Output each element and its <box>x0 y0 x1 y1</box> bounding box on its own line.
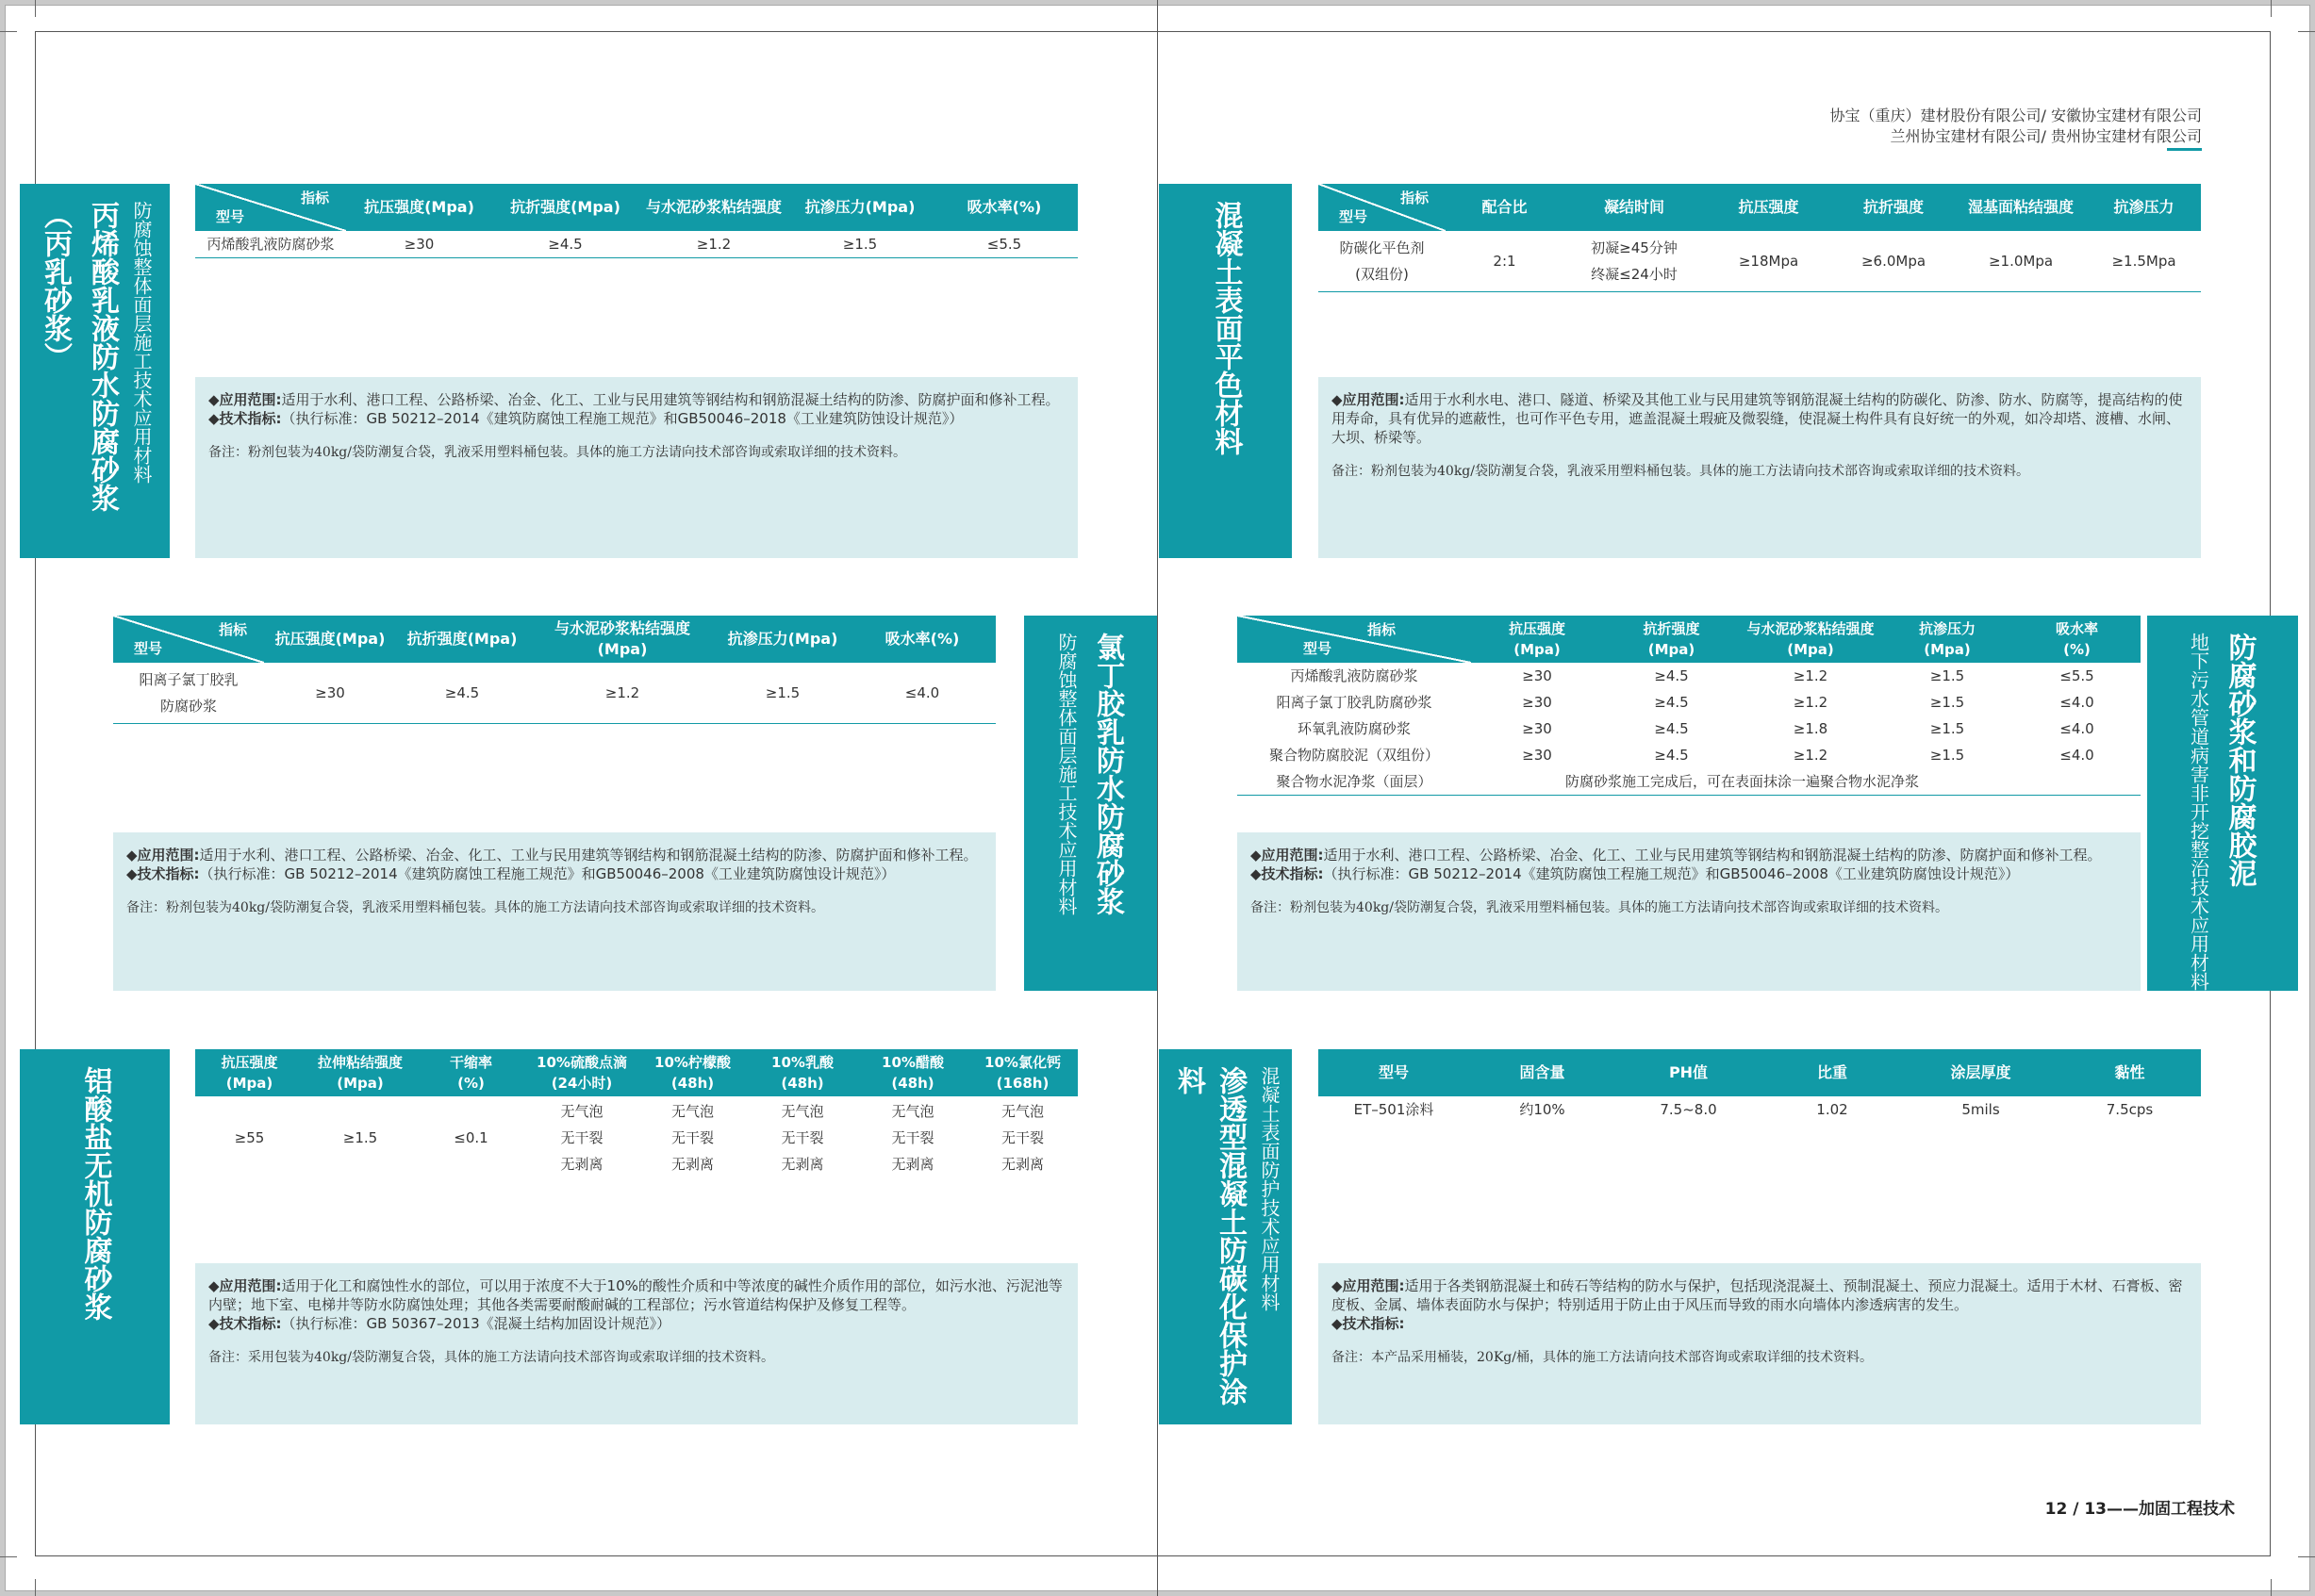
section-3-info-box <box>113 832 996 991</box>
row-name: 丙烯酸乳液防腐砂浆 <box>195 231 346 258</box>
crop-mark <box>2271 0 2272 17</box>
col-header-line-2: (168h) <box>996 1075 1050 1092</box>
result-line: 无剥离 <box>1000 1156 1044 1173</box>
section-5-spec-table <box>195 1049 1078 1179</box>
col-header: 涂层厚度 <box>1903 1049 2059 1096</box>
col-header: 抗渗压力(Mpa) <box>717 616 849 663</box>
section-6-subtitle: 混凝土表面防护技术应用材料 <box>1258 1066 1281 1311</box>
table-header-row <box>195 184 1078 231</box>
table-header-row <box>1237 616 2141 663</box>
scope-text: 适用于水利水电、港口、隧道、桥梁及其他工业与民用建筑等钢筋混凝土结构的防碳化、防渗、防水、防腐等，提高结构的使用寿命，具有优异的遮蔽性，也可作平色专用，遮盖混凝土瑕疵及微裂缝，使混凝土构件具有良好统一的外观，如冷却塔、渡槽、水闸、大坝、桥梁等。 <box>1331 391 2183 446</box>
crop-mark <box>35 1579 36 1596</box>
row-name-line-2: 防腐砂浆 <box>159 698 217 715</box>
cell: ≤4.0 <box>2059 747 2094 764</box>
section-4-info-box <box>1237 832 2141 991</box>
col-header-line-2: (48h) <box>781 1075 824 1092</box>
crop-mark <box>2271 1579 2272 1596</box>
cell-empty <box>2013 768 2141 796</box>
col-header-line-1: 与水泥砂浆粘结强度 <box>1746 620 1875 637</box>
col-header: 与水泥砂浆粘结强度(Mpa) <box>528 616 717 663</box>
section-1-title-paren: （丙乳砂浆） <box>39 201 72 370</box>
table-row <box>1237 742 2141 768</box>
section-6-info-box <box>1318 1263 2201 1424</box>
col-header-line-2: (Mpa) <box>1787 641 1834 658</box>
cell <box>525 1096 638 1179</box>
scope-text: 适用于水利、港口工程、公路桥梁、冶金、化工、工业与民用建筑等钢结构和钢筋混凝土结构的防渗、防腐护面和修补工程。 <box>199 847 978 864</box>
col-header <box>525 1049 638 1096</box>
row-name: 聚合物水泥净浆（面层） <box>1237 768 1471 796</box>
section-5-title: 铝酸盐无机防腐砂浆 <box>78 1066 112 1321</box>
section-5-info-box <box>195 1263 1078 1424</box>
crop-mark <box>0 31 17 32</box>
cell: ≥4.5 <box>1654 667 1689 684</box>
col-header: 黏性 <box>2059 1049 2201 1096</box>
diag-label-index: 指标 <box>218 621 247 638</box>
col-header-line-2: (48h) <box>670 1075 715 1092</box>
section-3-subtitle: 防腐蚀整体面层施工技术应用材料 <box>1055 633 1078 915</box>
diag-label-index: 指标 <box>1399 189 1429 206</box>
note-text: 备注：粉剂包装为40kg/袋防潮复合袋，乳液采用塑料桶包装。具体的施工方法请向技术部咨询或索取详细的技术资料。 <box>126 900 824 915</box>
merged-cell: 防腐砂浆施工完成后，可在表面抹涂一遍聚合物水泥净浆 <box>1471 768 2013 796</box>
cell: ≥30 <box>1522 694 1552 711</box>
cell: ≤5.5 <box>931 231 1078 258</box>
col-header: 湿基面粘结强度 <box>1955 184 2087 231</box>
company-header <box>1830 106 2202 147</box>
table-row <box>113 663 996 724</box>
row-name: 聚合物防腐胶泥（双组份） <box>1268 747 1439 764</box>
col-header <box>967 1049 1078 1096</box>
section-6-spec-table <box>1318 1049 2201 1123</box>
col-header-line-2: (%) <box>2063 641 2091 658</box>
col-header: 抗折强度(Mpa) <box>396 616 528 663</box>
table-row <box>1237 768 2141 796</box>
cell: ≥4.5 <box>396 663 528 724</box>
table-row <box>195 231 1078 258</box>
result-line: 无剥离 <box>670 1156 714 1173</box>
section-3-title: 氯丁胶乳防水防腐砂浆 <box>1091 633 1124 915</box>
col-header <box>1603 616 1740 663</box>
page-number: 12 / 13——加固工程技术 <box>2044 1500 2235 1519</box>
cell: ≥1.5 <box>1929 667 1965 684</box>
col-header <box>2013 616 2141 663</box>
section-5-title-bar <box>20 1049 170 1424</box>
col-header-line-1: 10%柠檬酸 <box>654 1054 731 1071</box>
col-header-line-1: 抗渗压力 <box>1918 620 1976 637</box>
col-header: PH值 <box>1615 1049 1761 1096</box>
diag-label-model: 型号 <box>216 208 245 225</box>
note-text: 备注：本产品采用桶装，20Kg/桶，具体的施工方法请向技术部咨询或索取详细的技术资料。 <box>1331 1350 1873 1365</box>
cell: ≥30 <box>1522 667 1552 684</box>
col-header: 抗折强度(Mpa) <box>492 184 638 231</box>
result-line: 无气泡 <box>560 1103 604 1120</box>
col-header <box>747 1049 858 1096</box>
tech-label: ◆技术指标: <box>208 1315 282 1332</box>
section-4-title: 防腐砂浆和防腐胶泥 <box>2223 633 2257 887</box>
scope-text: 适用于水利、港口工程、公路桥梁、冶金、化工、工业与民用建筑等钢结构和钢筋混凝土结构的防渗、防腐护面和修补工程。 <box>1323 847 2102 864</box>
row-name-line-2: (双组份) <box>1355 266 1409 283</box>
scope-text: 适用于化工和腐蚀性水的部位，可以用于浓度不大于10%的酸性介质和中等浓度的碱性介质作用的部位，如污水池、污泥池等内壁；地下室、电梯井等防水防腐蚀处理；其他各类需要耐酸耐碱的工程部位；污水管道结构保护及修复工程等。 <box>208 1277 1063 1313</box>
section-1-title-main: 丙烯酸乳液防水防腐砂浆 <box>86 201 119 512</box>
col-header-line-1: 抗压强度 <box>1508 620 1565 637</box>
tech-text: （执行标准：GB 50212–2014《建筑防腐蚀工程施工规范》和GB50046–2008《工业建筑防腐蚀设计规范》） <box>1323 865 2020 882</box>
cell: ≥1.5 <box>342 1129 378 1146</box>
scope-label: ◆应用范围: <box>1331 1277 1405 1294</box>
col-header: 吸水率(%) <box>849 616 996 663</box>
col-header-line-2: (Mpa) <box>1647 641 1695 658</box>
tech-text: （执行标准：GB 50212–2014《建筑防腐蚀工程施工规范》和GB50046–2018《工业建筑防蚀设计规范》） <box>281 410 964 427</box>
crop-mark <box>35 0 36 17</box>
cell: ≥1.2 <box>638 231 789 258</box>
result-line: 无气泡 <box>781 1103 824 1120</box>
scope-label: ◆应用范围: <box>1331 391 1405 408</box>
col-header <box>1740 616 1881 663</box>
cell: ≥1.5 <box>789 231 931 258</box>
cell: ≥4.5 <box>1654 694 1689 711</box>
col-header-line-1: 抗压强度 <box>221 1054 278 1071</box>
section-2-spec-table <box>1318 184 2201 292</box>
table-header-row <box>195 1049 1078 1096</box>
cell: ≥30 <box>346 231 492 258</box>
cell: ≥4.5 <box>492 231 638 258</box>
section-2-title-bar <box>1159 184 1292 558</box>
result-line: 无气泡 <box>1000 1103 1044 1120</box>
cell: ET–501涂料 <box>1353 1101 1434 1118</box>
result-line: 无剥离 <box>781 1156 824 1173</box>
col-header: 抗压强度(Mpa) <box>346 184 492 231</box>
col-header-line-1: 干缩率 <box>449 1054 492 1071</box>
cell: ≥1.8 <box>1793 720 1828 737</box>
cell: ≥1.5 <box>1929 694 1965 711</box>
diag-label-index: 指标 <box>1366 621 1396 638</box>
col-header-line-1: 吸水率 <box>2055 620 2098 637</box>
result-line: 无气泡 <box>670 1103 714 1120</box>
cell: 7.5~8.0 <box>1660 1101 1717 1118</box>
tech-label: ◆技术指标: <box>1250 865 1324 882</box>
result-line: 无气泡 <box>891 1103 934 1120</box>
col-header: 凝结时间 <box>1563 184 1705 231</box>
crop-mark <box>0 1556 17 1557</box>
cell <box>638 1096 747 1179</box>
col-header-line-1: 拉伸粘结强度 <box>317 1054 403 1071</box>
scope-label: ◆应用范围: <box>208 1277 282 1294</box>
tech-text: （执行标准：GB 50212–2014《建筑防腐蚀工程施工规范》和GB50046–2008《工业建筑防腐蚀设计规范》） <box>199 865 896 882</box>
col-header-line-2: (%) <box>457 1075 485 1092</box>
cell: ≥55 <box>234 1129 265 1146</box>
col-header <box>195 1049 304 1096</box>
cell: ≤4.0 <box>2059 720 2094 737</box>
scope-text: 适用于水利、港口工程、公路桥梁、冶金、化工、工业与民用建筑等钢结构和钢筋混凝土结构的防渗、防腐护面和修补工程。 <box>281 391 1060 408</box>
diagonal-header-cell <box>1237 616 1471 663</box>
col-header: 抗折强度 <box>1832 184 1955 231</box>
col-header: 比重 <box>1761 1049 1903 1096</box>
col-header <box>1471 616 1603 663</box>
cell: ≤5.5 <box>2059 667 2094 684</box>
cell: 约10% <box>1519 1101 1565 1118</box>
scope-label: ◆应用范围: <box>126 847 200 864</box>
set-time-final: 终凝≤24小时 <box>1591 266 1678 283</box>
cell: ≥30 <box>264 663 396 724</box>
table-row <box>1237 663 2141 689</box>
col-header: 抗渗压力(Mpa) <box>789 184 931 231</box>
section-4-spec-table <box>1237 616 2141 796</box>
col-header-line-2: (Mpa) <box>1924 641 1971 658</box>
diag-label-model: 型号 <box>1339 208 1368 225</box>
col-header: 抗压强度(Mpa) <box>264 616 396 663</box>
cell: ≥1.2 <box>1793 694 1828 711</box>
col-header-line-2: (24小时) <box>551 1075 613 1092</box>
set-time-initial: 初凝≥45分钟 <box>1591 239 1678 256</box>
result-line: 无剥离 <box>560 1156 604 1173</box>
result-line: 无干裂 <box>781 1129 824 1146</box>
cell: ≤4.0 <box>2059 694 2094 711</box>
col-header <box>304 1049 417 1096</box>
row-name: 阳离子氯丁胶乳防腐砂浆 <box>1276 694 1432 711</box>
book-spine <box>1157 0 1158 1596</box>
section-2-info-box <box>1318 377 2201 558</box>
col-header-line-2: (Mpa) <box>337 1075 384 1092</box>
cell: ≥6.0Mpa <box>1832 231 1955 292</box>
diagonal-header-cell <box>1318 184 1446 231</box>
cell <box>967 1096 1078 1179</box>
cell: ≥1.5 <box>1929 720 1965 737</box>
section-1-spec-table <box>195 184 1078 258</box>
note-text: 备注：粉剂包装为40kg/袋防潮复合袋，乳液采用塑料桶包装。具体的施工方法请向技术部咨询或索取详细的技术资料。 <box>208 445 906 460</box>
cell: ≤0.1 <box>454 1129 488 1146</box>
diag-label-model: 型号 <box>1303 640 1332 657</box>
diagonal-header-cell <box>113 616 264 663</box>
tech-label: ◆技术指标: <box>1331 1315 1405 1332</box>
cell <box>858 1096 967 1179</box>
row-name: 丙烯酸乳液防腐砂浆 <box>1290 667 1418 684</box>
scope-label: ◆应用范围: <box>1250 847 1324 864</box>
cell <box>747 1096 858 1179</box>
table-row <box>1237 716 2141 742</box>
col-header: 配合比 <box>1446 184 1563 231</box>
table-row <box>195 1096 1078 1179</box>
cell: ≥4.5 <box>1654 747 1689 764</box>
section-4-title-bar <box>2147 616 2298 991</box>
cell <box>1563 231 1705 292</box>
col-header: 抗渗压力 <box>2087 184 2201 231</box>
cell: ≥1.2 <box>1793 747 1828 764</box>
col-header-line-2: (Mpa) <box>225 1075 273 1092</box>
row-name-line-1: 阳离子氯丁胶乳 <box>139 671 239 688</box>
cell: ≤4.0 <box>849 663 996 724</box>
cell: 5mils <box>1961 1101 2000 1118</box>
diag-label-model: 型号 <box>134 640 163 657</box>
table-row <box>1237 689 2141 716</box>
cell: 2:1 <box>1446 231 1563 292</box>
col-header-line-1: 抗折强度 <box>1643 620 1700 637</box>
diagonal-header-cell <box>195 184 346 231</box>
section-1-subtitle: 防腐蚀整体面层施工技术应用材料 <box>130 201 153 484</box>
scope-text: 适用于各类钢筋混凝土和砖石等结构的防水与保护，包括现浇混凝土、预制混凝土、预应力混凝土。适用于木材、石膏板、密度板、金属、墙体表面防水与保护；特别适用于防止由于风压而导致的雨水向墙体内渗透病害的发生。 <box>1331 1277 2183 1313</box>
table-header-row <box>1318 184 2201 231</box>
table-row <box>1318 1096 2201 1123</box>
cell: ≥1.2 <box>1793 667 1828 684</box>
result-line: 无干裂 <box>670 1129 714 1146</box>
header-underline <box>2167 148 2202 151</box>
col-header: 固含量 <box>1469 1049 1615 1096</box>
tech-text: （执行标准：GB 50367–2013《混凝土结构加固设计规范》） <box>281 1315 671 1332</box>
result-line: 无干裂 <box>560 1129 604 1146</box>
diag-label-index: 指标 <box>300 189 329 206</box>
col-header-line-1: 10%氯化钙 <box>984 1054 1061 1071</box>
cell: 1.02 <box>1816 1101 1848 1118</box>
col-header-line-1: 10%醋酸 <box>882 1054 944 1071</box>
col-header-line-1: 10%乳酸 <box>771 1054 834 1071</box>
col-header-line-1: 10%硫酸点滴 <box>537 1054 627 1071</box>
col-header-line-2: (Mpa) <box>1513 641 1561 658</box>
section-2-title: 混凝土表面平色材料 <box>1209 201 1243 455</box>
col-header <box>417 1049 525 1096</box>
result-line: 无剥离 <box>891 1156 934 1173</box>
row-name <box>113 663 264 724</box>
section-6-title: 渗透型混凝土防碳化保护涂料 <box>1172 1066 1247 1406</box>
col-header <box>858 1049 967 1096</box>
section-4-subtitle: 地下污水管道病害非开挖整治技术应用材料 <box>2187 633 2210 991</box>
col-header: 抗压强度 <box>1705 184 1832 231</box>
scope-label: ◆应用范围: <box>208 391 282 408</box>
row-name-line-1: 防碳化平色剂 <box>1339 239 1425 256</box>
cell: ≥1.5 <box>717 663 849 724</box>
col-header: 吸水率(%) <box>931 184 1078 231</box>
cell: ≥18Mpa <box>1705 231 1832 292</box>
col-header: 型号 <box>1318 1049 1469 1096</box>
section-3-title-bar <box>1024 616 1157 991</box>
row-name: 环氧乳液防腐砂浆 <box>1297 720 1411 737</box>
cell: ≥4.5 <box>1654 720 1689 737</box>
cell: ≥30 <box>1522 747 1552 764</box>
cell: 7.5cps <box>2106 1101 2154 1118</box>
tech-label: ◆技术指标: <box>208 410 282 427</box>
cell: ≥1.2 <box>528 663 717 724</box>
section-3-spec-table <box>113 616 996 724</box>
result-line: 无干裂 <box>891 1129 934 1146</box>
table-header-row <box>113 616 996 663</box>
section-6-title-bar <box>1159 1049 1292 1424</box>
section-1-info-box <box>195 377 1078 558</box>
company-line-2: 兰州协宝建材有限公司/ 贵州协宝建材有限公司 <box>1890 127 2202 145</box>
col-header <box>638 1049 747 1096</box>
cell: ≥1.0Mpa <box>1955 231 2087 292</box>
table-row <box>1318 231 2201 292</box>
result-line: 无干裂 <box>1000 1129 1044 1146</box>
row-name <box>1318 231 1446 292</box>
cell: ≥1.5Mpa <box>2087 231 2201 292</box>
crop-mark <box>2298 31 2315 32</box>
col-header: 与水泥砂浆粘结强度 <box>638 184 789 231</box>
section-1-title-bar <box>20 184 170 558</box>
company-line-1: 协宝（重庆）建材股份有限公司/ 安徽协宝建材有限公司 <box>1829 107 2202 124</box>
note-text: 备注：采用包装为40kg/袋防潮复合袋，具体的施工方法请向技术部咨询或索取详细的技术资料。 <box>208 1350 774 1365</box>
tech-label: ◆技术指标: <box>126 865 200 882</box>
col-header-line-2: (48h) <box>891 1075 934 1092</box>
cell: ≥30 <box>1522 720 1552 737</box>
crop-mark <box>2298 1556 2315 1557</box>
cell: ≥1.5 <box>1929 747 1965 764</box>
table-header-row <box>1318 1049 2201 1096</box>
col-header <box>1881 616 2013 663</box>
note-text: 备注：粉剂包装为40kg/袋防潮复合袋，乳液采用塑料桶包装。具体的施工方法请向技术部咨询或索取详细的技术资料。 <box>1331 464 2029 479</box>
note-text: 备注：粉剂包装为40kg/袋防潮复合袋，乳液采用塑料桶包装。具体的施工方法请向技术部咨询或索取详细的技术资料。 <box>1250 900 1948 915</box>
